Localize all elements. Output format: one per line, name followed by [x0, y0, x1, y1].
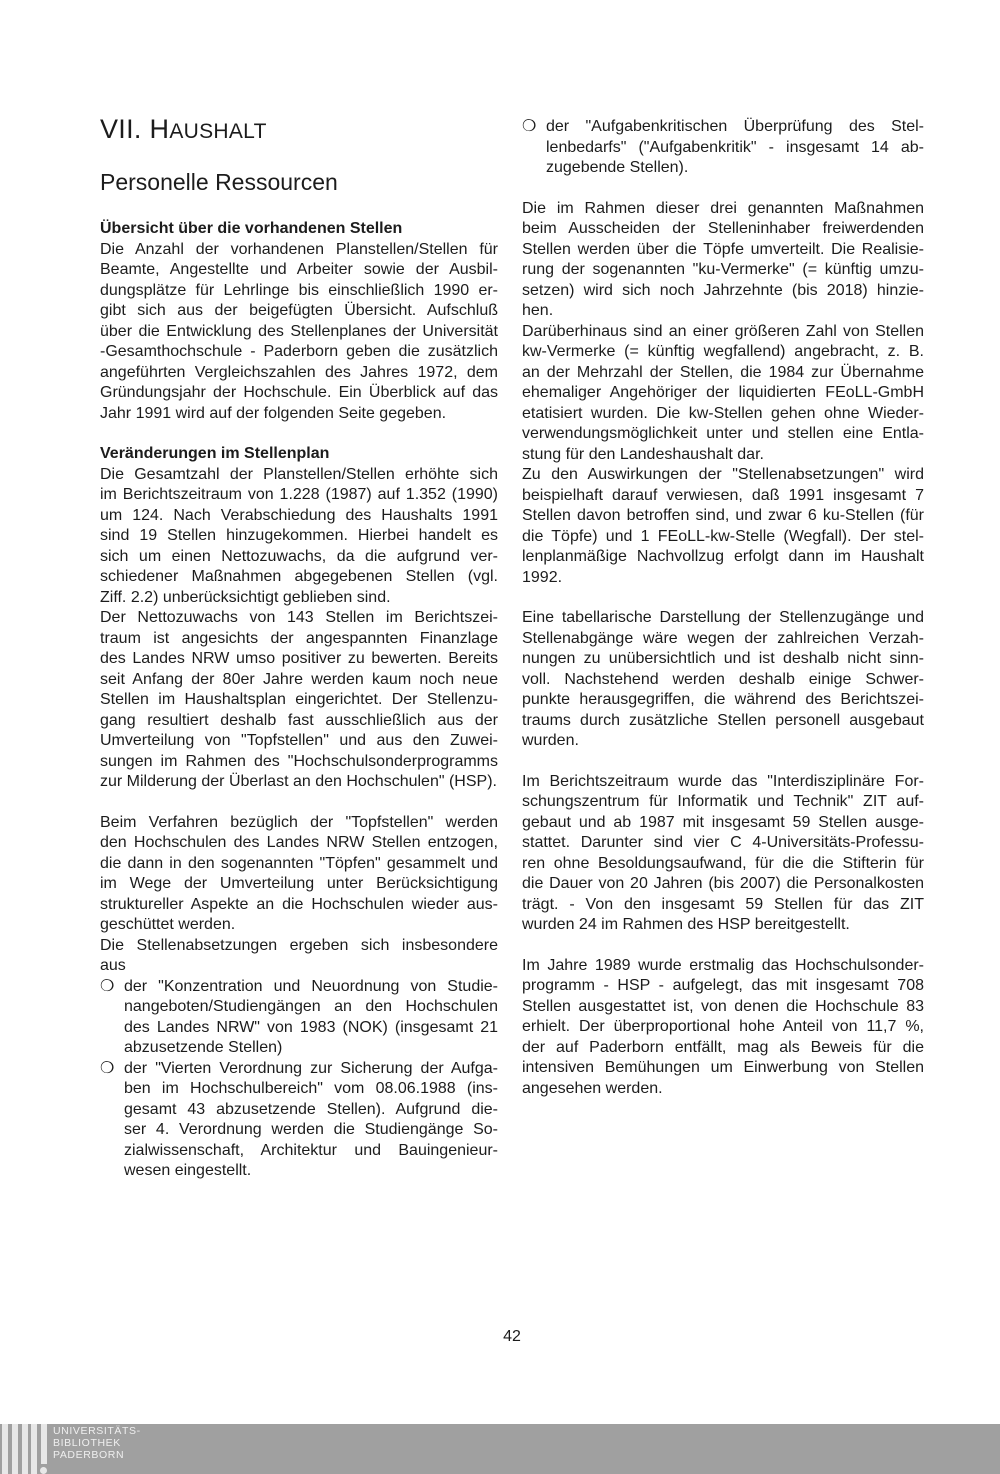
text-line: Stellen werden über die Töpfe umverteilt. Die Realisie- [522, 240, 924, 258]
text-line: zur Milderung der Überlast an den Hochschulen" (HSP). [100, 773, 497, 790]
bullet-circle-icon: ❍ [522, 118, 537, 135]
text-line: struktureller Aspekte an die Hochschulen wieder aus- [100, 895, 498, 913]
left-column [100, 112, 498, 1182]
text-line: Die Anzahl der vorhandenen Planstellen/Stellen für [100, 240, 498, 258]
text-line: Beamte, Angestellte und Arbeiter sowie der Ausbil- [100, 261, 498, 278]
bullet-item [522, 117, 924, 179]
chapter-title-prefix: VII. H [100, 114, 170, 144]
text-line: die Töpfe) und 1 FEoLL-kw-Stelle (Wegfall). Der stel- [522, 527, 924, 545]
text-line: Die im Rahmen dieser drei genannten Maßnahmen [522, 199, 924, 217]
text-line: stattet. Darunter sind vier C 4-Universitäts-Professu- [522, 834, 924, 851]
logo-line: PADERBORN [53, 1449, 125, 1461]
text-line: voll. Nachstehend werden deshalb einige Schwer- [522, 670, 924, 688]
text-line: gesamt 43 abzusetzende Stellen). Aufgrund die- [124, 1100, 498, 1118]
text-line: nangeboten/Studiengängen an den Hochschulen [124, 998, 498, 1015]
bullet-circle-icon: ❍ [100, 1059, 115, 1077]
paragraph [100, 936, 498, 977]
paragraph-gap [522, 588, 924, 608]
text-line: Beim Verfahren bezüglich der "Topfstellen" werden [100, 813, 498, 831]
text-line: dungsplätze für Lehrlinge bis einschließlich 1990 er- [100, 281, 498, 299]
text-line: der "Konzentration und Neuordnung von Studie- [124, 977, 498, 995]
text-line: der auf Paderborn entfällt, mag als Beweis für die [522, 1038, 924, 1056]
text-line: ser 4. Verordnung werden die Studiengänge So- [124, 1121, 498, 1138]
text-line: ren ohne Besoldungsaufwand, für die die Stifterin für [522, 854, 924, 872]
text-line: angeführten Vergleichszahlen des Jahres 1972, dem [100, 363, 498, 381]
text-line: Stellenabgänge wäre wegen der zahlreichen Verzah- [522, 629, 924, 647]
paragraph [522, 199, 924, 322]
text-line: Jahr 1991 wird auf der folgenden Seite gegeben. [100, 404, 447, 422]
subsection-heading: Veränderungen im Stellenplan [100, 445, 330, 462]
chapter-title [100, 112, 498, 149]
text-line: aus [100, 957, 126, 974]
text-line: sich um einen Nettozuwachs, da die aufgrund ver- [100, 547, 498, 565]
text-line: an der Mehrzahl der Stellen, die 1984 zur Übernahme [522, 363, 924, 381]
library-logo-text [53, 1425, 141, 1461]
text-line: lenbedarfs" ("Aufgabenkritik" - insgesamt 14 ab- [546, 138, 924, 156]
text-line: programm - HSP - aufgelegt, das mit insgesamt 708 [522, 977, 924, 994]
text-line: stung für den Landeshaushalt dar. [522, 445, 764, 463]
text-line: rung der sogenannten "ku-Vermerke" (= künftig umzu- [522, 261, 924, 278]
paragraph-gap [100, 424, 498, 444]
text-line: sind 19 Stellen hinzugekommen. Hierbei handelt es [100, 527, 498, 544]
text-line: Der Nettozuwachs von 143 Stellen im Berichtszei- [100, 609, 498, 626]
bullet-item [100, 977, 498, 1059]
text-line: zugebende Stellen). [546, 159, 689, 176]
text-line: gebaut und ab 1987 mit insgesamt 59 Stellen ausge- [522, 813, 924, 831]
text-line: gibt sich aus der beigefügten Übersicht. Aufschluß [100, 302, 498, 319]
text-line: Die Gesamtzahl der Planstellen/Stellen erhöhte sich [100, 465, 498, 483]
library-footer [0, 1424, 1000, 1474]
text-line: -Gesamthochschule - Paderborn geben die zusätzlich [100, 343, 498, 360]
text-line: kw-Vermerke (= künftig wegfallend) angebracht, z. B. [522, 343, 924, 360]
text-line: der "Aufgabenkritischen Überprüfung des Stel- [546, 118, 924, 135]
text-line: im Wege der Umverteilung unter Berücksichtigung [100, 875, 498, 892]
bullet-item [100, 1059, 498, 1182]
paragraph [522, 772, 924, 936]
text-line: intensiven Bemühungen um Einwerbung von Stellen [522, 1059, 924, 1076]
text-line: schiedener Maßnahmen abgegebenen Stellen (vgl. [100, 568, 498, 585]
text-line: abzusetzende Stellen) [124, 1039, 283, 1056]
text-line: lenplanmäßige Nachvollzug erfolgt dann im Haushalt [522, 548, 924, 565]
text-line: Im Jahre 1989 wurde erstmalig das Hochschulsonder- [522, 956, 924, 974]
text-line: des Landes NRW umso positiver zu bewerten. Bereits [100, 650, 498, 667]
text-line: wurden 24 im Rahmen des HSP bereitgestellt. [522, 916, 850, 933]
text-line: zialwissenschaft, Architektur und Bauingenieur- [124, 1141, 498, 1159]
logo-line: UNIVERSITÄTS- [53, 1425, 141, 1437]
chapter-title-rest: AUSHALT [169, 120, 267, 143]
text-line: ben im Hochschulbereich" vom 08.06.1988 (ins- [124, 1080, 498, 1097]
text-line: Stellen davon betroffen sind, und zwar 6 ku-Stellen (für [522, 507, 924, 524]
paragraph [522, 956, 924, 1100]
paragraph-gap [522, 936, 924, 956]
text-line: Gründungsjahr der Hochschule. Ein Überblick auf das [100, 384, 498, 401]
section-title: Personelle Ressourcen [100, 169, 338, 195]
text-line: verwendungsmöglichkeit unter und stellen eine Entla- [522, 425, 924, 442]
text-line: 1992. [522, 568, 563, 586]
text-line: geschüttet werden. [100, 916, 236, 933]
paragraph [522, 465, 924, 588]
subsection-heading: Übersicht über die vorhandenen Stellen [100, 220, 403, 237]
right-body [522, 117, 924, 1099]
text-line: gang resultiert deshalb fast ausschließlich aus der [100, 711, 498, 729]
text-line: hen. [522, 302, 554, 319]
text-line: Stellen ausgestattet ist, von denen die Hochschule 83 [522, 997, 924, 1015]
text-line: Ziff. 2.2) unberücksichtigt geblieben sind. [100, 588, 391, 606]
paragraph [100, 813, 498, 936]
paragraph-gap [522, 179, 924, 199]
text-line: Darüberhinaus sind an einer größeren Zahl von Stellen [522, 322, 924, 340]
paragraph [100, 465, 498, 609]
text-line: Stellen im Haushaltsplan eingerichtet. Der Stellenzu- [100, 691, 498, 708]
text-line: trägt. - Von den insgesamt 59 Stellen für das ZIT [522, 895, 924, 913]
page-number: 42 [503, 1328, 521, 1345]
text-line: die Dauer von 20 Jahren (bis 2007) die Personalkosten [522, 875, 924, 892]
paragraph-gap [522, 752, 924, 772]
text-line: sungen im Rahmen des "Hochschulsonderprogramms [100, 752, 498, 770]
text-line: nungen zu unübersichtlich und ist deshalb nicht sinn- [522, 650, 924, 667]
paragraph [100, 608, 498, 793]
text-line: Zu den Auswirkungen der "Stellenabsetzungen" wird [522, 466, 924, 483]
text-line: schungszentrum für Informatik und Technik" ZIT auf- [522, 793, 924, 810]
text-line: der "Vierten Verordnung zur Sicherung der Aufga- [124, 1059, 498, 1077]
paragraph [522, 608, 924, 752]
text-line: im Berichtszeitraum von 1.228 (1987) auf 1.352 (1990) [100, 486, 498, 503]
text-line: beispielhaft darauf verwiesen, daß 1991 insgesamt 7 [522, 486, 924, 504]
text-line: setzen) wird sich noch Jahrzehnte (bis 2018) hinzie- [522, 281, 924, 299]
text-line: die dann in den sogenannten "Töpfen" gesammelt und [100, 854, 498, 872]
text-line: um 124. Nach Verabschiedung des Haushalts 1991 [100, 506, 498, 524]
text-line: traum ist angesichts der angespannten Finanzlage [100, 629, 498, 647]
text-line: angesehen werden. [522, 1079, 663, 1097]
text-line: Eine tabellarische Darstellung der Stellenzugänge und [522, 609, 924, 626]
text-line: Die Stellenabsetzungen ergeben sich insbesondere [100, 936, 498, 954]
left-body [100, 219, 498, 1182]
logo-line: BIBLIOTHEK [53, 1437, 121, 1449]
text-line: den Hochschulen des Landes NRW Stellen entzogen, [100, 834, 498, 851]
text-line: wesen eingestellt. [124, 1162, 252, 1179]
right-column [522, 117, 924, 1099]
text-line: erhielt. Der überproportional hohe Anteil von 11,7 %, [522, 1018, 924, 1035]
paragraph [100, 240, 498, 425]
text-line: ehemaliger Angehöriger der liquidierten FEoLL-GmbH [522, 384, 924, 401]
text-line: wurden. [522, 732, 579, 749]
text-line: Im Berichtszeitraum wurde das "Interdisziplinäre For- [522, 772, 924, 790]
text-line: des Landes NRW" von 1983 (NOK) (insgesamt 21 [124, 1018, 498, 1036]
paragraph [522, 322, 924, 466]
text-line: punkte herausgegriffen, die während des Berichtszei- [522, 691, 924, 708]
paragraph-gap [100, 793, 498, 813]
bullet-circle-icon: ❍ [100, 977, 115, 995]
text-line: seit Anfang der 80er Jahre werden kaum noch neue [100, 670, 498, 688]
text-line: Umverteilung von "Topfstellen" und aus den Zuwei- [100, 732, 498, 749]
text-line: über die Entwicklung des Stellenplanes der Universität [100, 322, 498, 340]
text-line: etatisiert wurden. Die kw-Stellen gehen ohne Wieder- [522, 404, 924, 422]
text-line: traums durch zusätzliche Stellen personell ausgebaut [522, 711, 924, 729]
text-line: beim Ausscheiden der Stelleninhaber freiwerdenden [522, 220, 924, 237]
